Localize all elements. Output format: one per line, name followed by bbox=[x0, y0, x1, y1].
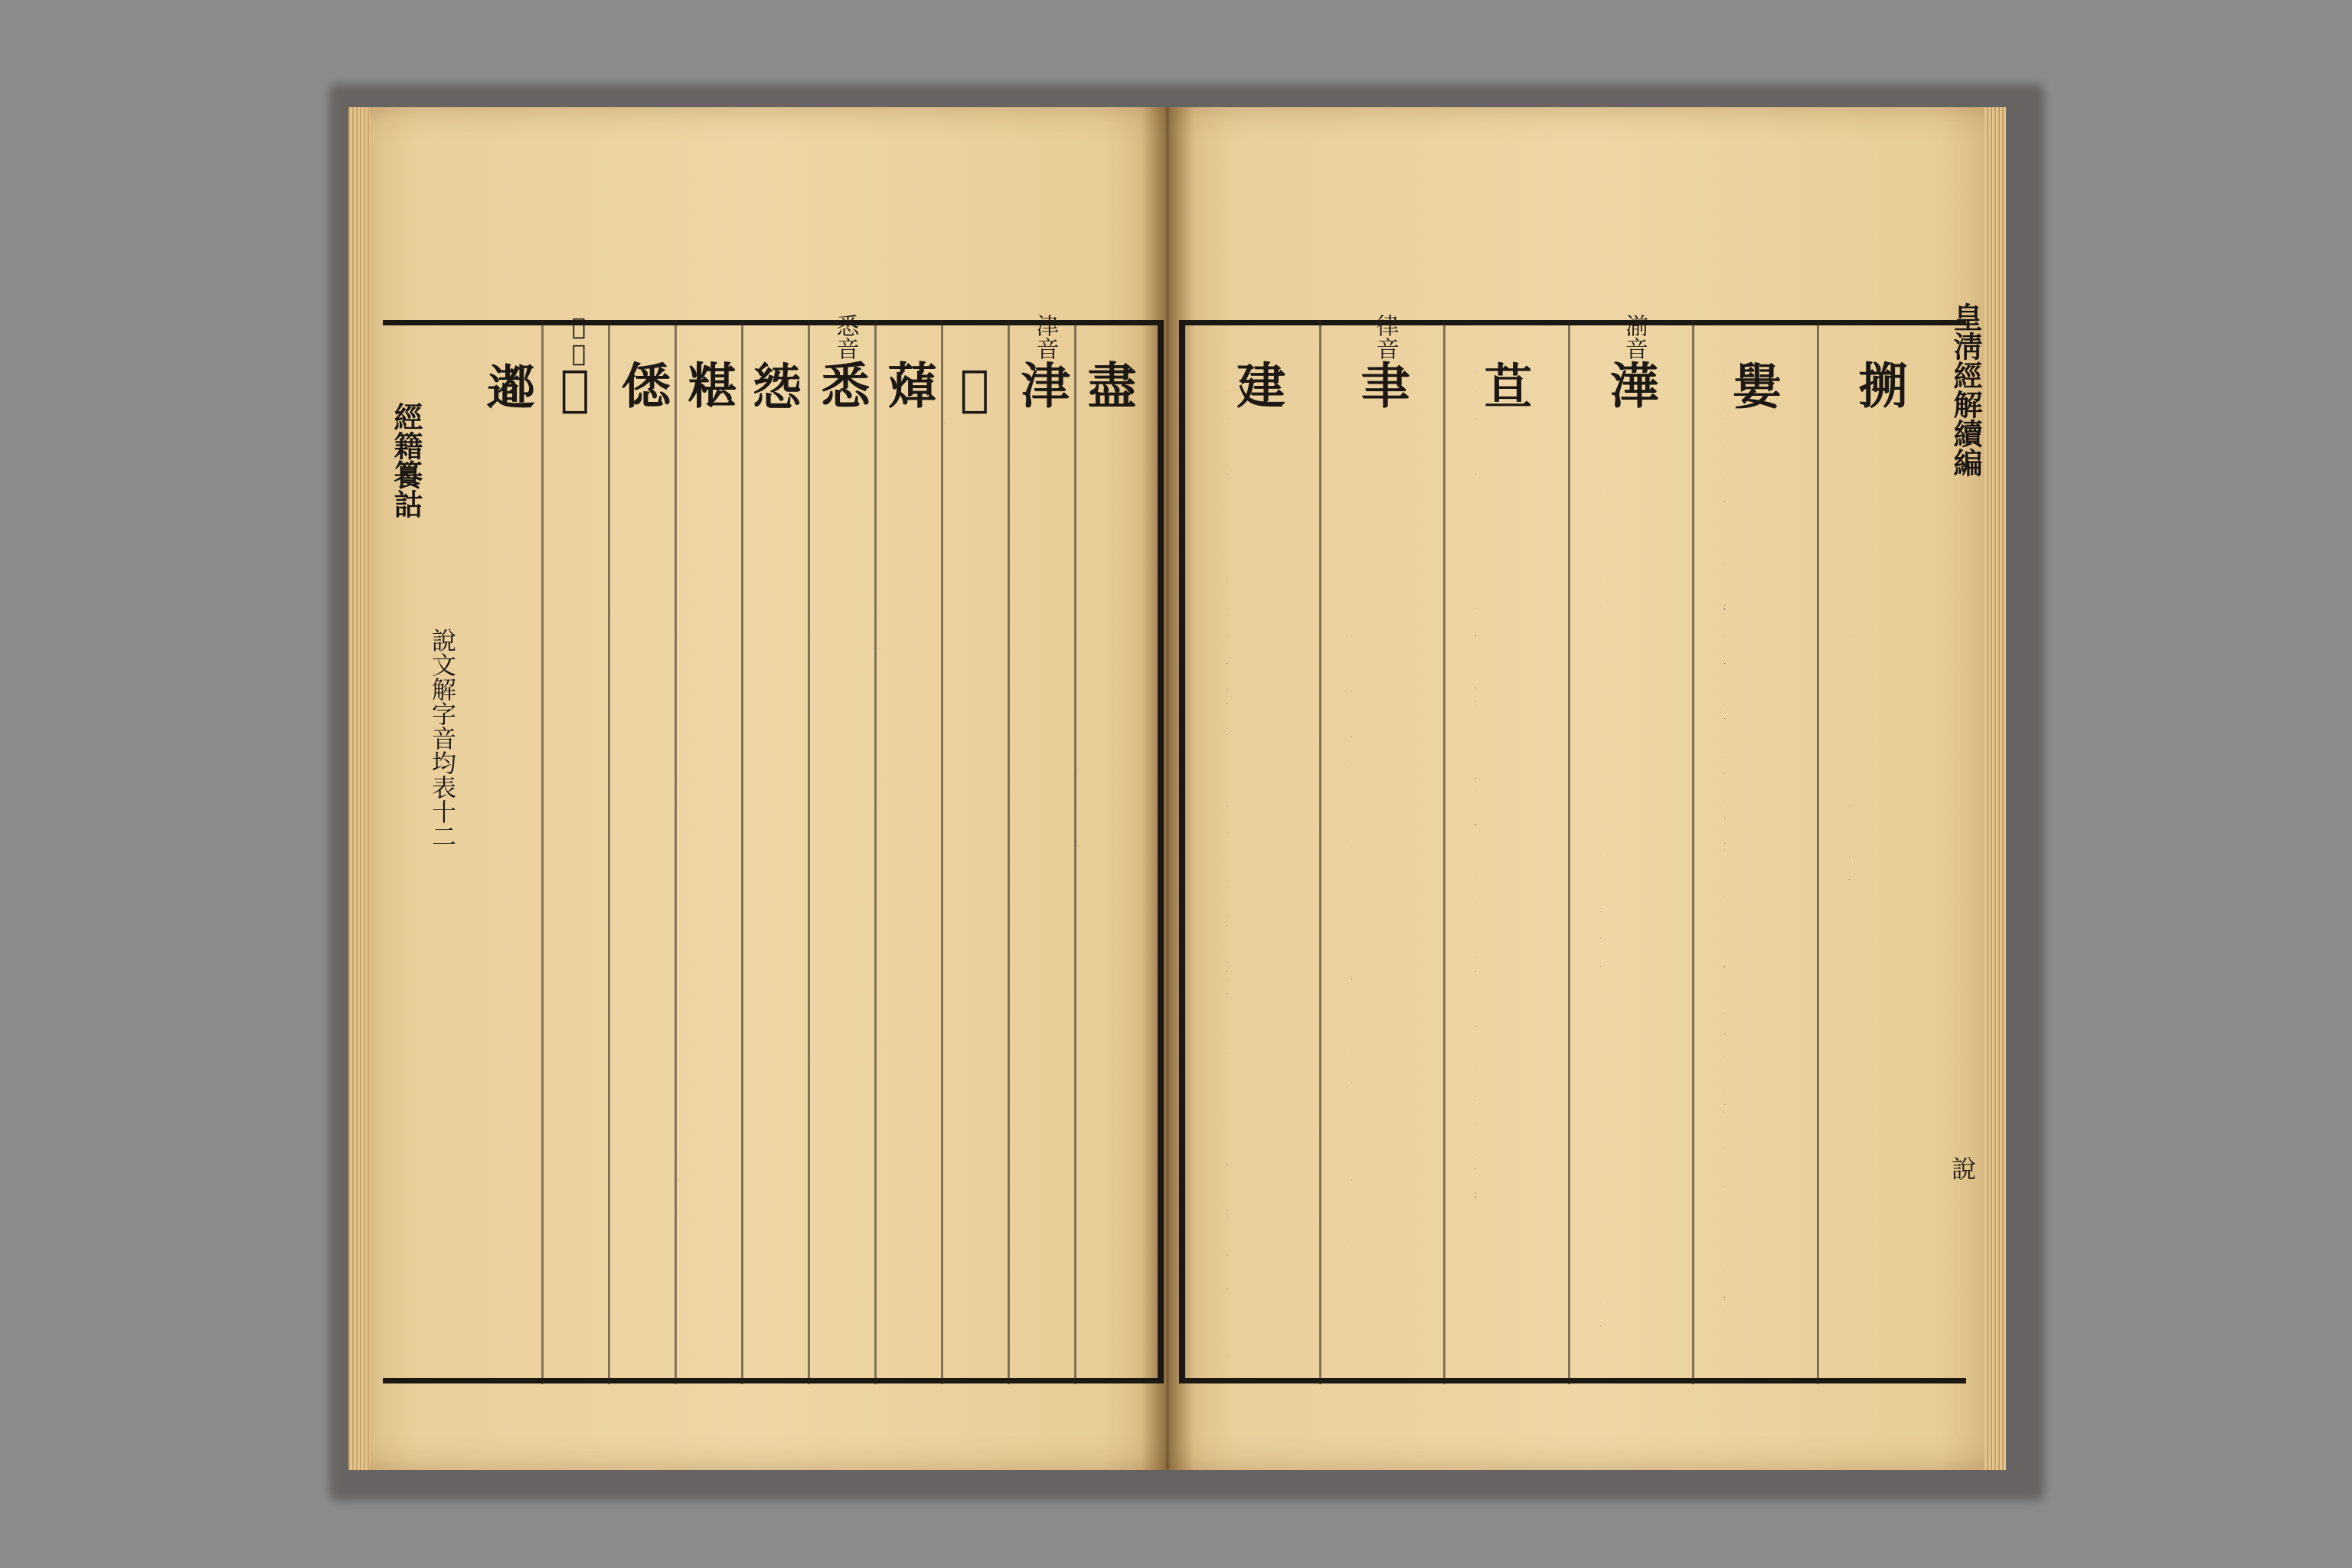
right-column-rule bbox=[1568, 320, 1570, 1384]
right-entry-column bbox=[1227, 360, 1286, 1363]
left-column-rule bbox=[541, 320, 544, 1384]
left-entry-column bbox=[612, 360, 671, 1363]
left-entry-column bbox=[1011, 360, 1071, 1363]
right-column-rule bbox=[1692, 320, 1694, 1384]
left-entry-headword: 𢛭 bbox=[746, 360, 804, 410]
left-entry-headword: 𨗊 bbox=[479, 360, 537, 410]
left-page-bottom-label: 說文解字音均表十二 bbox=[428, 628, 457, 848]
right-column-rule bbox=[1443, 320, 1446, 1384]
left-column-rule bbox=[608, 320, 610, 1384]
right-entry-headword: 澕 bbox=[1601, 360, 1659, 410]
left-column-rule bbox=[808, 320, 810, 1384]
right-entry-headword: 聿 bbox=[1352, 360, 1410, 410]
left-entry-column bbox=[678, 360, 738, 1363]
left-entry-gloss: 𦣶音 bbox=[565, 314, 593, 368]
right-page-edges bbox=[1984, 107, 2006, 1470]
right-entry-column bbox=[1849, 360, 1909, 1363]
left-page-edges bbox=[348, 107, 370, 1470]
left-page-title: 經籍籑詁 bbox=[389, 402, 423, 518]
right-entry-gloss: 湔音 bbox=[1620, 314, 1648, 360]
left-entry-column bbox=[1078, 360, 1138, 1363]
left-column-rule bbox=[675, 320, 677, 1384]
left-entry-column bbox=[745, 360, 805, 1363]
right-entry-column bbox=[1475, 360, 1535, 1363]
left-entry-column bbox=[945, 360, 1004, 1363]
left-entry-column bbox=[545, 360, 605, 1363]
left-column-rule bbox=[741, 320, 743, 1384]
left-entry-headword: 盡 bbox=[1079, 360, 1137, 410]
right-entry-headword: 建 bbox=[1228, 360, 1286, 410]
right-entry-column bbox=[1351, 360, 1411, 1363]
left-entry-column bbox=[479, 360, 538, 1363]
right-entry-gloss: 律音 bbox=[1371, 314, 1399, 360]
left-entry-gloss: 津音 bbox=[1031, 314, 1059, 360]
left-entry-headword: 津 bbox=[1012, 360, 1070, 410]
left-entry-headword: 糂 bbox=[679, 360, 737, 410]
left-entry-column bbox=[812, 360, 871, 1363]
right-entry-column bbox=[1600, 360, 1660, 1363]
right-column-rule bbox=[1319, 320, 1321, 1384]
left-entry-headword: 悉 bbox=[812, 360, 871, 410]
left-entry-headword: 僁 bbox=[612, 360, 671, 410]
left-column-rule bbox=[941, 320, 943, 1384]
left-column-rule bbox=[874, 320, 877, 1384]
left-entry-headword: 𦹬 bbox=[946, 360, 1004, 419]
right-page-title: 皇淸經解續編 bbox=[1949, 302, 1983, 477]
left-column-rule bbox=[1074, 320, 1076, 1384]
right-entry-headword: 𡡋 bbox=[1726, 360, 1784, 410]
right-entry-headword: 𦬹 bbox=[1477, 360, 1535, 410]
right-entry-headword: 搠 bbox=[1850, 360, 1908, 410]
left-entry-headword: 𦻐 bbox=[879, 360, 937, 410]
right-page-section-mark: 說 bbox=[1948, 1156, 1977, 1181]
left-column-rule bbox=[1008, 320, 1010, 1384]
right-entry-column bbox=[1724, 360, 1784, 1363]
left-entry-column bbox=[878, 360, 938, 1363]
right-column-rule bbox=[1817, 320, 1819, 1384]
left-entry-gloss: 悉音 bbox=[831, 314, 859, 360]
left-entry-headword: 𦣶 bbox=[546, 360, 604, 419]
